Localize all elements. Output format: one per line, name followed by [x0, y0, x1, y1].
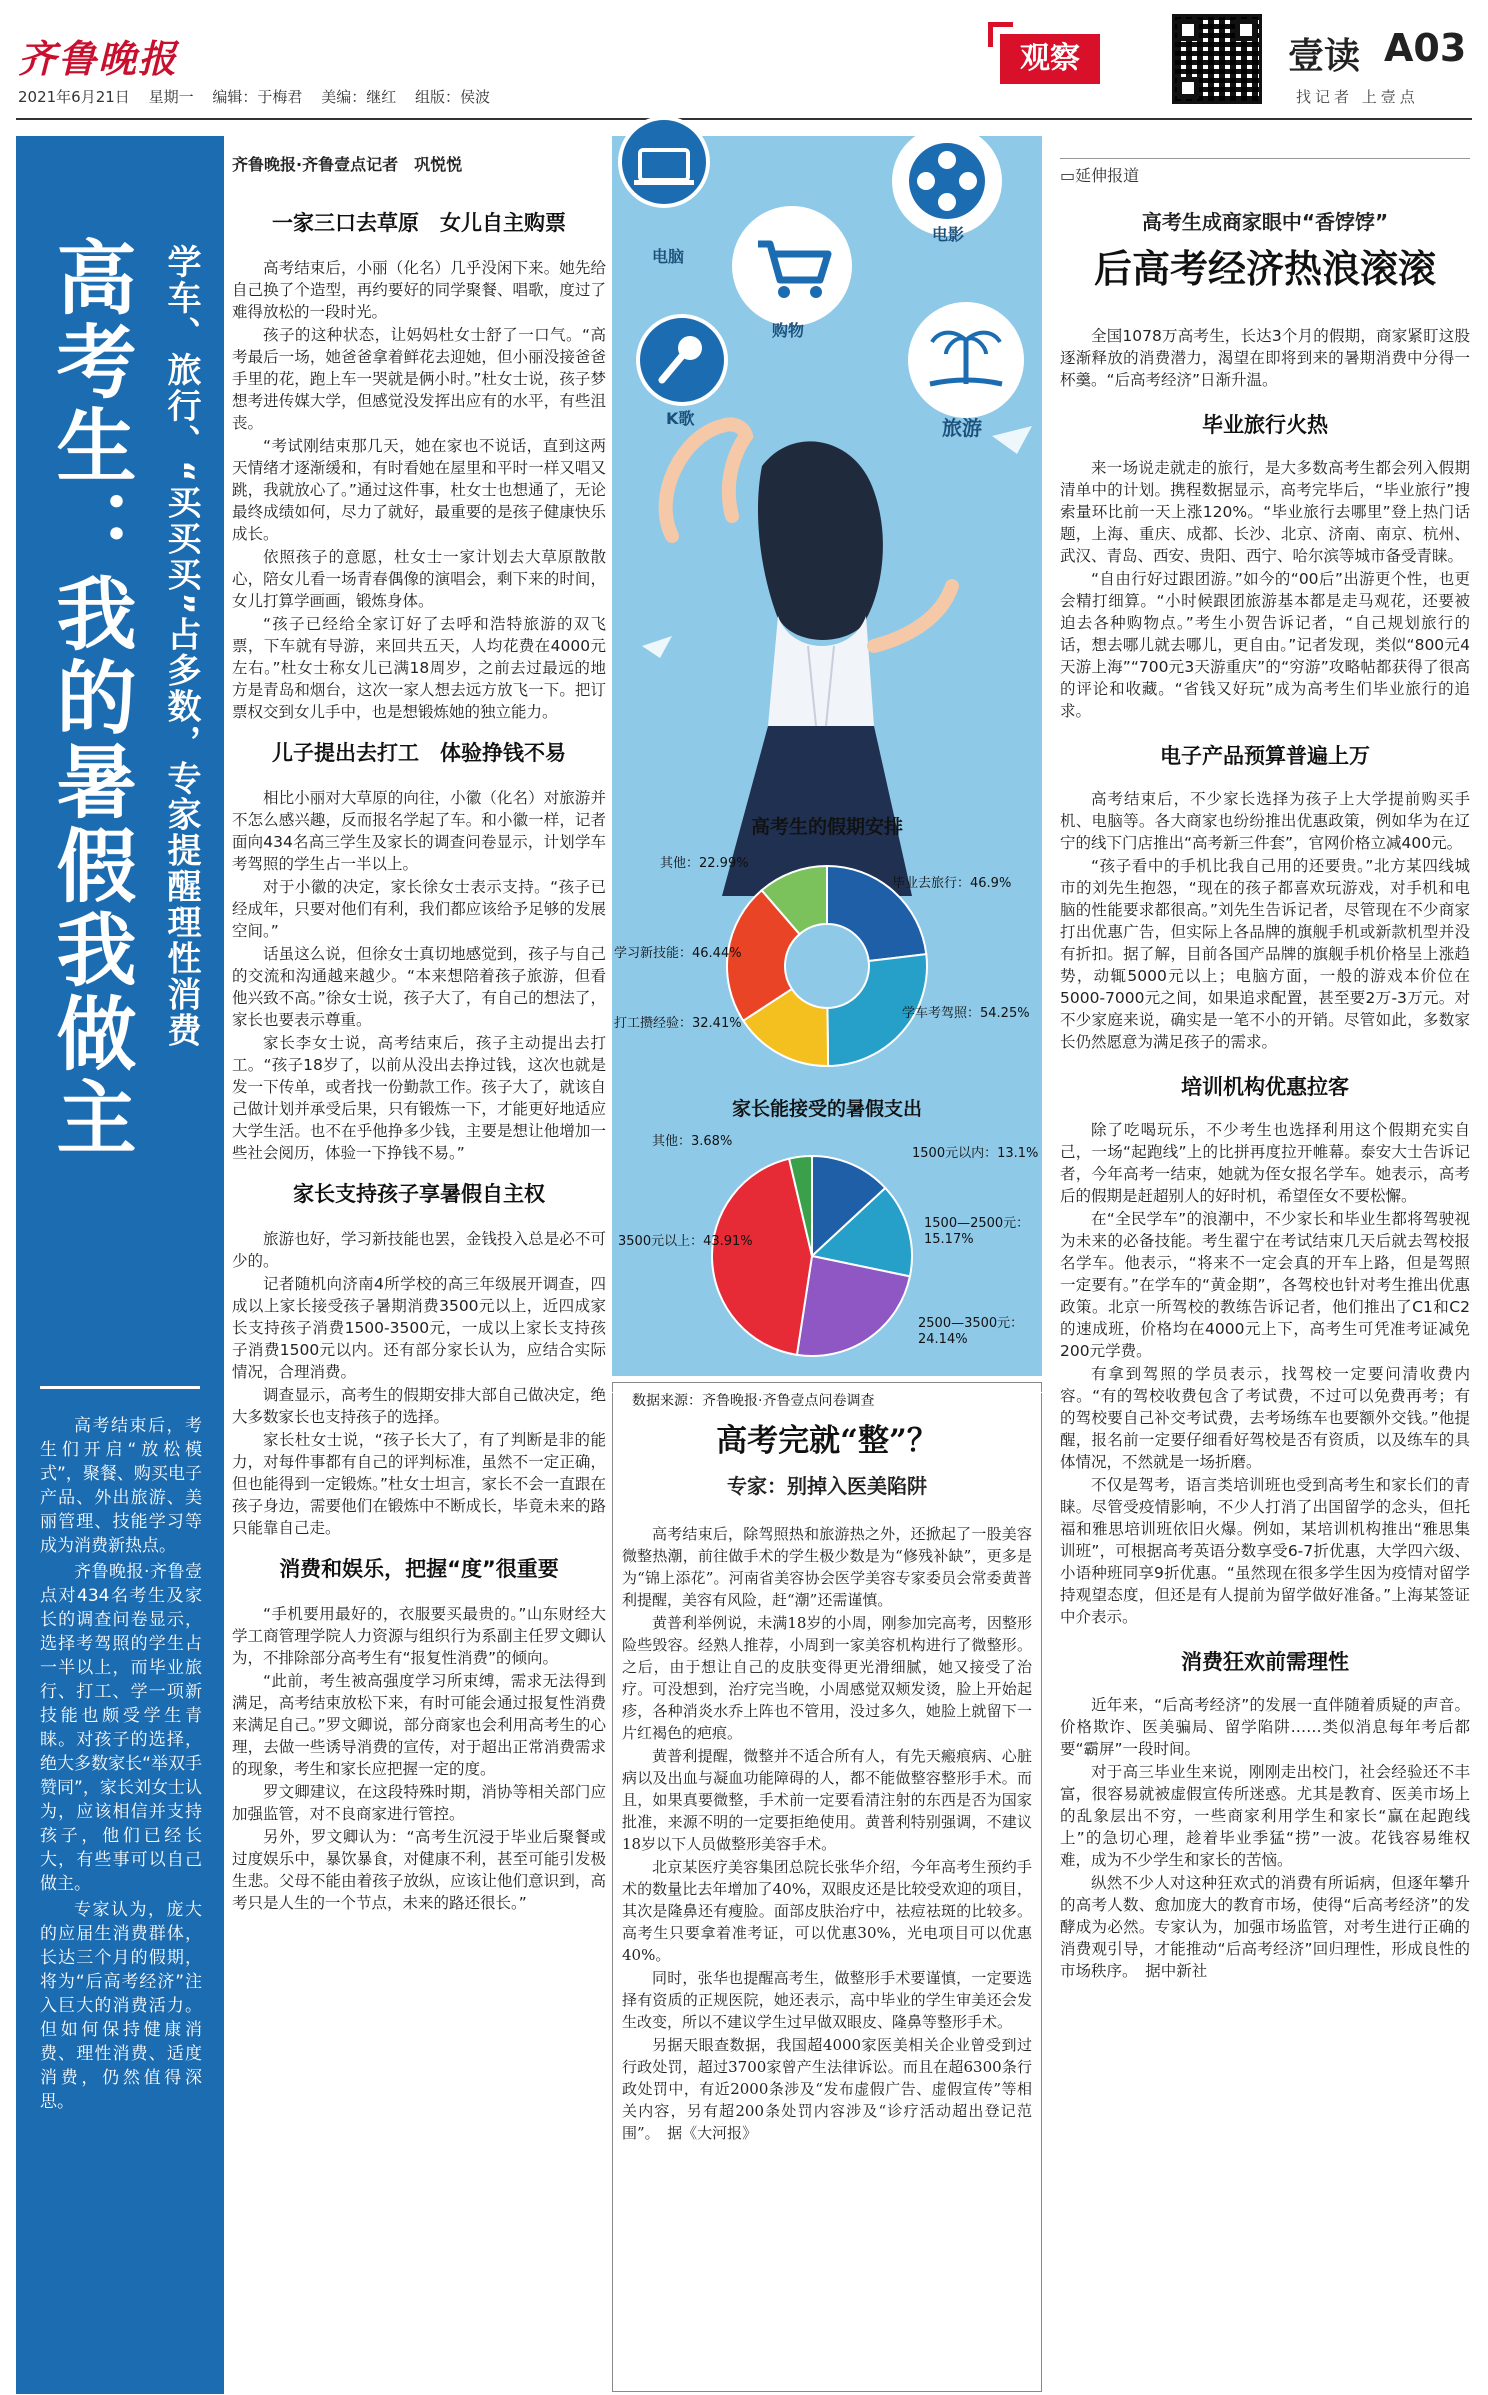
chart-title: 高考生的假期安排: [750, 816, 903, 838]
paragraph: 另据天眼查数据，我国超4000家医美相关企业曾受到过行政处罚，超过3700家曾产生法律诉讼。而且在超6300条行政处罚中，有近2000条涉及“发布虚假广告、虚假宣传”等相关内容，另有超200条处罚内容涉及“诊疗活动超出登记范围”。 据《大河报》: [622, 2036, 1032, 2142]
paragraph: “自由行好过跟团游。”如今的“00后”出游更个性，也更会精打细算。“小时候跟团旅游基本都是走马观花，还要被迫去各种购物点。”考生小贺告诉记者，“自己规划旅行的话，想去哪儿就去哪儿，更自由。”记者发现，类似“800元4天游上海”“700元3天游重庆”的“穷游”攻略帖都获得了很高的评论和收藏。“省钱又好玩”成为高考生们毕业旅行的追求。: [1060, 570, 1470, 720]
date: 2021年6月21日: [18, 88, 130, 106]
lead-paragraph: 高考结束后，考生们开启“放松模式”，聚餐、购买电子产品、外出旅游、美丽管理、技能学习等成为消费新热点。: [40, 1416, 202, 1556]
chart-title: 家长能接受的暑假支出: [731, 1098, 922, 1120]
weekday: 星期一: [148, 88, 194, 106]
lead-paragraph: 专家认为，庞大的应届生消费群体，长达三个月的假期，将为“后高考经济”注入巨大的消费活力。但如何保持健康消费、理性消费、适度消费，仍然值得深思。: [40, 1900, 202, 2112]
icon-label: K歌: [666, 409, 695, 428]
section-tag: 观察: [1000, 34, 1100, 84]
article-body: [622, 1523, 1032, 2144]
paragraph: 调查显示，高考生的假期安排大部自己做决定，绝大多数家长也支持孩子的选择。: [232, 1386, 606, 1426]
paragraph: 在“全民学车”的浪潮中，不少家长和毕业生都将驾驶视为未来的必备技能。考生翟宁在考试结束几天后就去驾校报名学车。他表示，“将来不一定会真的开车上路，但是驾照一定要有。”在学车的“黄金期”，各驾校也针对考生推出优惠政策。北京一所驾校的教练告诉记者，他们推出了C1和C2的速成班，价格均在4000元上下，高考生可凭准考证减免200元学费。: [1060, 1210, 1470, 1360]
article-body: [1060, 1694, 1470, 1982]
article-body: [1060, 788, 1470, 1053]
section-heading: 培训机构优惠拉客: [1181, 1075, 1349, 1099]
paragraph: 对于小徽的决定，家长徐女士表示支持。“孩子已经成年，只要对他们有利，我们都应该给予足够的发展空间。”: [232, 878, 606, 940]
paragraph: “考试刚结束那几天，她在家也不说话，直到这两天情绪才逐渐缓和，有时看她在屋里和平时一样又唱又跳，我就放心了。”通过这件事，杜女士也想通了，无论最终成绩如何，尽力了就好，最重要的是孩子健康快乐成长。: [232, 437, 606, 543]
icon-label: 电影: [932, 225, 965, 244]
paragraph: “孩子已经给全家订好了去呼和浩特旅游的双飞票，下车就有导游，来回共五天，人均花费在4000元左右。”杜女士称女儿已满18周岁，之前去过最远的地方是青岛和烟台，这次一家人想去远方放飞一下。把订票权交到女儿手中，也是想锻炼她的独立能力。: [232, 615, 606, 721]
newspaper-logo: 齐鲁晚报: [18, 36, 179, 81]
designer: 美编：继红: [321, 88, 397, 106]
section-heading: 一家三口去草原 女儿自主购票: [272, 211, 566, 235]
sidebar-deck: 专家：别掉入医美陷阱: [727, 1474, 927, 1498]
section-heading: 毕业旅行火热: [1202, 413, 1328, 437]
pie-slice-label: 学车考驾照：54.25%: [902, 1006, 1030, 1021]
pie-slice-label: 毕业去旅行：46.9%: [892, 876, 1012, 891]
shopping-cart-icon: [732, 206, 852, 326]
section-heading: 儿子提出去打工 体验挣钱不易: [272, 741, 566, 765]
article-body: [232, 1603, 606, 1914]
paragraph: 北京某医疗美容集团总院长张华介绍，今年高考生预约手术的数量比去年增加了40%，双眼皮还是比较受欢迎的项目，其次是隆鼻还有瘦脸。面部皮肤治疗中，祛痘祛斑的比较多。高考生只要拿着准考证，可以优惠30%，光电项目可以优惠40%。: [622, 1858, 1032, 1964]
lead-summary: [40, 1414, 202, 2116]
film-reel-icon: [892, 126, 1002, 236]
paragraph: 高考结束后，不少家长选择为孩子上大学提前购买手机、电脑等。各大商家也纷纷推出优惠政策，例如华为在辽宁的线下门店推出“高考新三件套”，官网价格立减400元。: [1060, 790, 1470, 852]
paragraph: 相比小丽对大草原的向往，小徽（化名）对旅游并不怎么感兴趣，反而报名学起了车。和小徽一样，记者面向434名高三学生及家长的调查问卷显示，计划学车考驾照的学生占一半以上。: [232, 789, 606, 873]
section-heading: 家长支持孩子享暑假自主权: [293, 1182, 545, 1206]
paragraph: 记者随机向济南4所学校的高三年级展开调查，四成以上家长接受孩子暑期消费3500元以上，近四成家长支持孩子消费1500-3500元，一成以上家长支持孩子消费1500元以内。还有部分家长认为，应结合实际情况，合理消费。: [232, 1275, 606, 1381]
page-subtitle: 找记者 上壹点: [1296, 88, 1419, 106]
pie-slice-label: 3500元以上：43.91%: [618, 1234, 753, 1249]
page-name: 壹读: [1288, 36, 1361, 77]
lead-divider: [40, 1386, 200, 1389]
headline-bar: [16, 136, 224, 2394]
paragraph: 孩子的这种状态，让妈妈杜女士舒了一口气。“高考最后一场，她爸爸拿着鲜花去迎她，但小丽没接爸爸手里的花，跑上车一哭就是俩小时。”杜女士说，孩子梦想考进传媒大学，但感觉没发挥出应有的水平，有些沮丧。: [232, 326, 606, 432]
icon-label: 电脑: [652, 247, 685, 266]
paragraph: 除了吃喝玩乐，不少考生也选择利用这个假期充实自己，一场“起跑线”上的比拼再度拉开帷幕。泰安大士告诉记者，今年高考一结束，她就为侄女报名学车。她表示，高考后的假期是赶超别人的好时机，希望侄女不要松懈。: [1060, 1121, 1470, 1205]
byline: 齐鲁晚报·齐鲁壹点记者 巩悦悦: [232, 155, 463, 174]
editor: 编辑：于梅君: [212, 88, 303, 106]
section-heading: 消费和娱乐，把握“度”很重要: [279, 1557, 559, 1581]
paragraph: 话虽这么说，但徐女士真切地感觉到，孩子与自己的交流和沟通越来越少。“本来想陪着孩子旅游，但看他兴致不高。”徐女士说，孩子大了，有自己的想法了，家长也要表示尊重。: [232, 945, 606, 1029]
vacation-plan-chart: [612, 836, 1042, 1096]
paragraph: 来一场说走就走的旅行，是大多数高考生都会列入假期清单中的计划。携程数据显示，高考完毕后，“毕业旅行”搜索量环比前一天上涨120%。“毕业旅行去哪里”登上热门话题，上海、重庆、成都、长沙、北京、济南、南京、杭州、武汉、青岛、西安、贵阳、西宁、哈尔滨等城市备受青睐。: [1060, 459, 1470, 565]
icon-label: 购物: [772, 321, 805, 340]
qr-code-icon: [1172, 14, 1262, 104]
paragraph: 家长李女士说，高考结束后，孩子主动提出去打工。“孩子18岁了，以前从没出去挣过钱，这次也就是发一下传单，或者找一份勤款工作。孩子大了，就该自己做计划并承受后果，只有锻炼一下，才能更好地适应大学生活。也不在乎他挣多少钱，主要是想让他增加一些社会阅历，体验一下挣钱不易。”: [232, 1034, 606, 1162]
report-tag-label: 延伸报道: [1075, 166, 1140, 185]
article-body: [1060, 1119, 1470, 1628]
sidebar-article: [612, 1392, 1042, 2145]
dateline: [18, 86, 504, 107]
sub-headline: 学车、旅行、“买买买”占多数，专家提醒理性消费: [161, 244, 201, 1049]
article-body: [232, 1228, 606, 1539]
computer-icon: [618, 116, 710, 208]
paragraph: “手机要用最好的，衣服要买最贵的。”山东财经大学工商管理学院人力资源与组织行为系副主任罗文卿认为，不排除部分高考生有“报复性消费”的倾向。: [232, 1605, 606, 1667]
paragraph: 不仅是驾考，语言类培训班也受到高考生和家长们的青睐。尽管受疫情影响，不少人打消了出国留学的念头，但托福和雅思培训班依旧火爆。例如，某培训机构推出“雅思集训班”，可根据高考英语分数享受6-7折优惠，大学四六级、小语种班同享9折优惠。“虽然现在很多学生因为疫情对留学持观望态度，但还是有人提前为留学做好准备。”上海某签证中介表示。: [1060, 1476, 1470, 1626]
paragraph: 依照孩子的意愿，杜女士一家计划去大草原散散心，陪女儿看一场青春偶像的演唱会，剩下来的时间，女儿打算学画画，锻炼身体。: [232, 548, 606, 610]
paragraph: 黄普利提醒，微整并不适合所有人，有先天瘢痕病、心脏病以及出血与凝血功能障碍的人，都不能做整容整形手术。而且，如果真要微整，手术前一定要看清注射的东西是否为国家批准，来源不明的一定要拒绝使用。黄普利特别强调，不建议18岁以下人员做整形美容手术。: [622, 1747, 1032, 1853]
paragraph: 罗文卿建议，在这段特殊时期，消协等相关部门应加强监管，对不良商家进行管控。: [232, 1783, 606, 1823]
paragraph: 黄普利举例说，未满18岁的小周，刚参加完高考，因整形险些毁容。经熟人推荐，小周到一家美容机构进行了微整形。之后，由于想让自己的皮肤变得更光滑细腻，她又接受了治疗。可没想到，治疗完当晚，小周感觉双颊发烫，脸上开始起疹，各种消炎水乔上阵也不管用，没过多久，她脸上就留下一片红褐色的疤痕。: [622, 1614, 1032, 1742]
paragraph: “孩子看中的手机比我自己用的还要贵。”北方某四线城市的刘先生抱怨，“现在的孩子都喜欢玩游戏，对手机和电脑的性能要求都很高。”刘先生告诉记者，尽管现在不少商家打出优惠广告，但实际上各品牌的旗舰手机或新款机型并没有折扣。据了解，目前各国产品牌的旗舰手机价格呈上涨趋势，动辄5000元以上；电脑方面，一般的游戏本价位在5000-7000元之间，如果追求配置，甚至要2万-3万元。对不少家庭来说，确实是一笔不小的开销。尽管如此，多数家长仍然愿意为满足孩子的需求。: [1060, 857, 1470, 1051]
masthead: [0, 0, 1488, 140]
header-rule: [16, 118, 1472, 120]
pie-slice-label: 1500元以内：13.1%: [912, 1146, 1039, 1161]
page-number: A03: [1384, 26, 1467, 70]
lead-paragraph: 齐鲁晚报·齐鲁壹点对434名考生及家长的调查问卷显示，选择考驾照的学生占一半以上，而毕业旅行、打工、学一项新技能也颇受学生青睐。对孩子的选择，绝大多数家长“举双手赞同”，家长刘女士认为，应该相信并支持孩子，他们已经长大，有些事可以自己做主。: [40, 1562, 202, 1894]
sidebar-headline: 高考完就“整”？: [716, 1423, 938, 1459]
section-heading: 电子产品预算普遍上万: [1160, 744, 1370, 768]
report-headline: 后高考经济热浪滚滚: [1093, 246, 1436, 291]
paragraph: 对于高三毕业生来说，刚刚走出校门，社会经验还不丰富，很容易就被虚假宣传所迷惑。尤其是教育、医美市场上的乱象层出不穷，一些商家利用学生和家长“赢在起跑线上”的急切心理，趁着毕业季猛“捞”一波。花钱容易维权难，成为不少学生和家长的苦恼。: [1060, 1763, 1470, 1869]
paragraph: 有拿到驾照的学员表示，找驾校一定要问清收费内容。“有的驾校收费包含了考试费，不过可以免费再考；有的驾校要自己补交考试费，去考场练车也要额外交钱。”他提醒，报名前一定要仔细看好驾校是否有资质，以及练车的具体情况，不然就是一场折磨。: [1060, 1365, 1470, 1471]
pie-slice-label: 其他：22.99%: [660, 856, 749, 871]
report-tag: ▭延伸报道: [1060, 158, 1470, 186]
main-headline: 高考生：我的暑假我做主: [43, 236, 137, 1160]
pie-slice-label: 学习新技能：46.44%: [614, 946, 742, 961]
section-heading: 消费狂欢前需理性: [1181, 1650, 1349, 1674]
kicker: 高考生成商家眼中“香饽饽”: [1141, 210, 1389, 234]
extended-report: [1060, 158, 1470, 1983]
paragraph: 全国1078万高考生，长达3个月的假期，商家紧盯这股逐渐释放的消费潜力，渴望在即将到来的暑期消费中分得一杯羹。“后高考经济”日渐升温。: [1060, 327, 1470, 389]
proof: 组版：侯波: [414, 88, 490, 106]
icon-label: 旅游: [942, 416, 982, 440]
microphone-icon: [636, 314, 728, 406]
paragraph: 同时，张华也提醒高考生，做整形手术要谨慎，一定要选择有资质的正规医院，她还表示，高中毕业的学生审美还会发生改变，所以不建议学生过早做双眼皮、隆鼻等整形手术。: [622, 1969, 1032, 2031]
paragraph: 纵然不少人对这种狂欢式的消费有所诟病，但逐年攀升的高考人数、愈加庞大的教育市场，使得“后高考经济”的发酵成为必然。专家认为，加强市场监管，对考生进行正确的消费观引导，才能推动“后高考经济”回归理性，形成良性的市场秩序。 据中新社: [1060, 1874, 1470, 1980]
paragraph: 近年来，“后高考经济”的发展一直伴随着质疑的声音。价格欺诈、医美骗局、留学陷阱……类似消息每年考后都要“霸屏”一段时间。: [1060, 1696, 1470, 1758]
paragraph: “此前，考生被高强度学习所束缚，需求无法得到满足，高考结束放松下来，有时可能会通过报复性消费来满足自己。”罗文卿说，部分商家也会利用高考生的心理，去做一些诱导消费的宣传，对于超出正常消费需求的现象，考生和家长应把握一定的度。: [232, 1672, 606, 1778]
paragraph: 高考结束后，除驾照热和旅游热之外，还掀起了一股美容微整热潮，前往做手术的学生极少数是为“修残补缺”，更多是为“锦上添花”。河南省美容协会医学美容专家委员会常委黄普利提醒，美容有风险，赶“潮”还需谨慎。: [622, 1525, 1032, 1609]
article-body: [232, 787, 606, 1164]
infographic: [612, 136, 1042, 1409]
paragraph: 高考结束后，小丽（化名）几乎没闲下来。她先给自己换了个造型，再约要好的同学聚餐、唱歌，度过了难得放松的一段时光。: [232, 259, 606, 321]
paragraph: 另外，罗文卿认为：“高考生沉浸于毕业后聚餐或过度娱乐中，暴饮暴食，对健康不利，甚至可能引发极生悲。父母不能由着孩子放纵，应该让他们意识到，高考只是人生的一个节点，未来的路还很长。”: [232, 1828, 606, 1912]
paragraph: 家长杜女士说，“孩子长大了，有了判断是非的能力，对每件事都有自己的评判标准，虽然不一定正确，但也能得到一定锻炼。”杜女士坦言，家长不会一直跟在孩子身边，需要他们在锻炼中不断成长，毕竟未来的路只能靠自己走。: [232, 1431, 606, 1537]
pie-slice-label: 打工攒经验：32.41%: [614, 1016, 742, 1031]
article-body: [1060, 457, 1470, 722]
pie-slice-label: 其他：3.68%: [652, 1134, 733, 1149]
article-body: [1060, 325, 1470, 391]
main-article: [232, 152, 606, 1915]
pie-slice-label: 1500—2500元：15.17%: [924, 1216, 1030, 1247]
data-source: 数据来源：齐鲁晚报·齐鲁壹点问卷调查: [632, 1393, 875, 1409]
article-body: [232, 257, 606, 723]
paragraph: 旅游也好，学习新技能也罢，金钱投入总是必不可少的。: [232, 1230, 606, 1270]
pie-slice-label: 2500—3500元：24.14%: [918, 1316, 1024, 1347]
